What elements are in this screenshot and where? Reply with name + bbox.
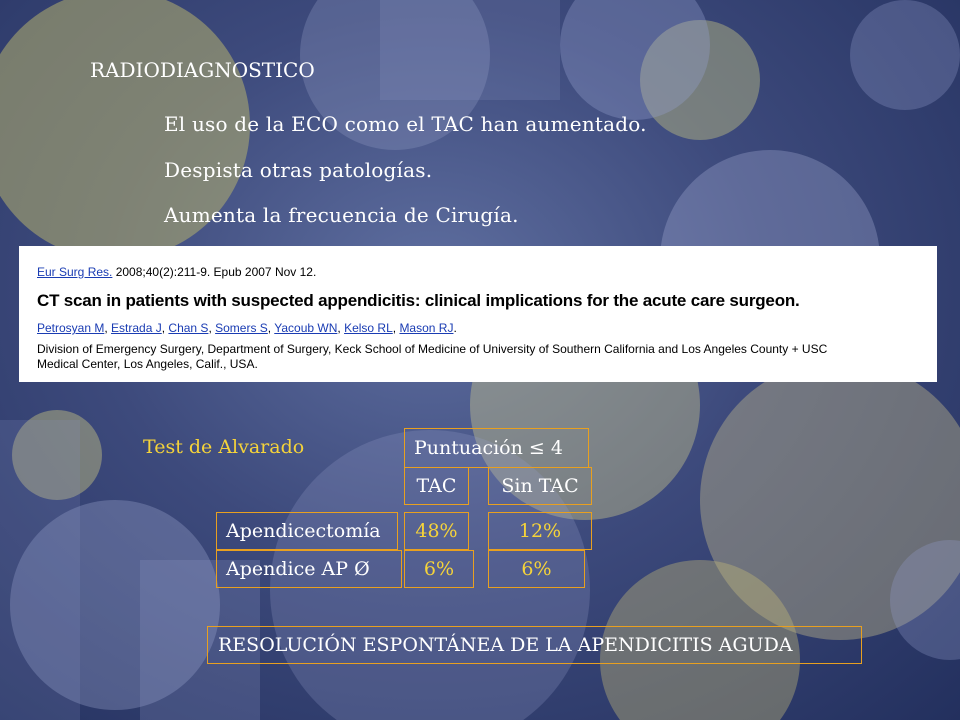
bullet-text: Aumenta la frecuencia de Cirugía. (164, 203, 519, 227)
cell-apendice-ap-sin-tac: 6% (488, 550, 585, 588)
bullet-text: El uso de la ECO como el TAC han aumentado. (164, 112, 647, 136)
author-separator: , (161, 321, 169, 335)
affiliation-line: Medical Center, Los Angeles, Calif., USA. (37, 357, 258, 371)
author-link[interactable]: Somers S (215, 321, 268, 335)
affiliation (37, 342, 827, 372)
citation-details: 2008;40(2):211-9. Epub 2007 Nov 12. (112, 265, 317, 279)
author-separator: , (392, 321, 400, 335)
cell-apendicectomia-tac: 48% (404, 512, 469, 550)
author-separator: , (267, 321, 275, 335)
journal-link[interactable]: Eur Surg Res. (37, 265, 113, 279)
author-link[interactable]: Yacoub WN (274, 321, 338, 335)
affiliation-line: Division of Emergency Surgery, Department of Surgery, Keck School of Medicine of University of Southern California and Los Angeles County + USC (37, 342, 828, 356)
slide-title: RADIODIAGNOSTICO (90, 58, 315, 82)
conclusion-box: RESOLUCIÓN ESPONTÁNEA DE LA APENDICITIS AGUDA (207, 626, 862, 664)
column-header-sin-tac: Sin TAC (488, 467, 592, 505)
row-label-apendice-ap: Apendice AP Ø (216, 550, 402, 588)
row-label-apendicectomia: Apendicectomía (216, 512, 398, 550)
author-link[interactable]: Estrada J (111, 321, 162, 335)
paper-title: CT scan in patients with suspected appendicitis: clinical implications for the acute care surgeon. (37, 291, 800, 310)
authors-end: . (453, 321, 457, 335)
paper-citation-box (19, 246, 937, 382)
test-label: Test de Alvarado (143, 436, 305, 458)
author-list (37, 321, 457, 335)
column-header-tac: TAC (404, 467, 469, 505)
author-link[interactable]: Kelso RL (344, 321, 393, 335)
author-link[interactable]: Mason RJ (399, 321, 454, 335)
author-link[interactable]: Chan S (168, 321, 209, 335)
author-separator: , (337, 321, 345, 335)
citation-line (37, 265, 316, 279)
author-link[interactable]: Petrosyan M (37, 321, 105, 335)
cell-apendice-ap-tac: 6% (404, 550, 474, 588)
cell-apendicectomia-sin-tac: 12% (488, 512, 592, 550)
bullet-text: Despista otras patologías. (164, 158, 433, 182)
score-header-cell: Puntuación ≤ 4 (404, 428, 589, 468)
author-separator: , (208, 321, 216, 335)
author-separator: , (104, 321, 112, 335)
